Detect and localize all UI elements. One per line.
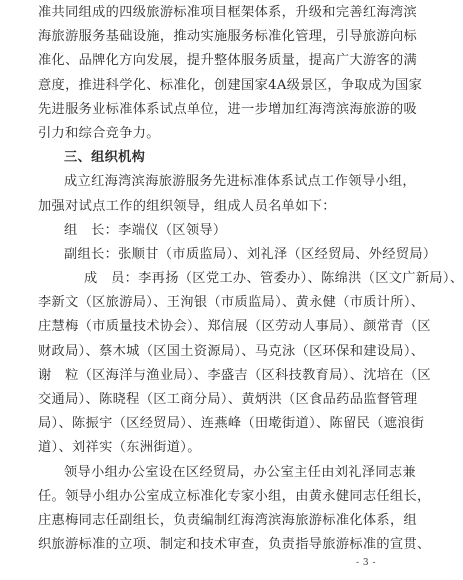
body-line-9: 加强对试点工作的组织领导，组成人员名单如下：	[38, 198, 336, 214]
body-line-6: 引力和综合竞争力。	[38, 125, 160, 141]
office-line-1: 领导小组办公室设在区经贸局，办公室主任由刘礼泽同志兼	[64, 464, 416, 480]
members-line-5: 谢 粒（区海洋与渔业局）、李盛吉（区科技教育局）、沈培在（区	[38, 367, 431, 383]
section-heading: 三、组织机构	[64, 150, 146, 166]
office-line-2: 任。领导小组办公室成立标准化专家小组，由黄永健同志任组长，	[38, 488, 431, 504]
members-line-1: 成 员：李再扬（区党工办、管委办）、陈绵洪（区文广新局）、	[84, 271, 463, 287]
body-line-5: 先进服务业标准体系试点单位，进一步增加红海湾滨海旅游的吸	[38, 101, 418, 117]
body-line-3: 准化、品牌化方向发展，提升整体服务质量，提高广大游客的满	[38, 53, 418, 69]
members-line-3: 庄慧梅（市质量技术协会）、郑信展（区劳动人事局）、颜常青（区	[38, 319, 431, 335]
body-line-4: 意度，推进科学化、标准化，创建国家4A级景区，争取成为国家	[38, 77, 423, 93]
members-line-4: 财政局）、蔡木城（区国土资源局）、马克泳（区环保和建设局）、	[38, 343, 425, 359]
office-line-4: 织旅游标准的立项、制定和技术审查，负责指导旅游标准的宣贯、	[38, 537, 431, 553]
body-line-2: 海旅游服务基础设施，推动实施服务标准化管理，引导旅游向标	[38, 29, 418, 45]
members-line-2: 李新文（区旅游局）、王洵银（市质监局）、黄永健（市质计所）、	[38, 295, 425, 311]
leader-line: 组 长：李端仪（区领导）	[64, 222, 227, 238]
members-line-6: 交通局）、陈晓程（区工商分局）、黄炳洪（区食品药品监督管理	[38, 392, 418, 407]
page-number: - 3 -	[355, 558, 376, 568]
deputy-leader-line: 副组长：张顺甘（市质监局）、刘礼泽（区经贸局、外经贸局）	[64, 246, 437, 262]
members-line-8: 道）、刘祥实（东洲街道）。	[38, 440, 201, 456]
members-line-7: 局）、陈振宇（区经贸局）、连燕峰（田墘街道）、陈留民（遮浪街	[38, 416, 425, 432]
body-line-1: 准共同组成的四级旅游标准项目框架体系，升级和完善红海湾滨	[38, 5, 418, 20]
office-line-3: 庄惠梅同志任副组长，负责编制红海湾滨海旅游标准化体系，组	[38, 512, 418, 528]
body-line-8: 成立红海湾滨海旅游服务先进标准体系试点工作领导小组，	[64, 174, 416, 190]
